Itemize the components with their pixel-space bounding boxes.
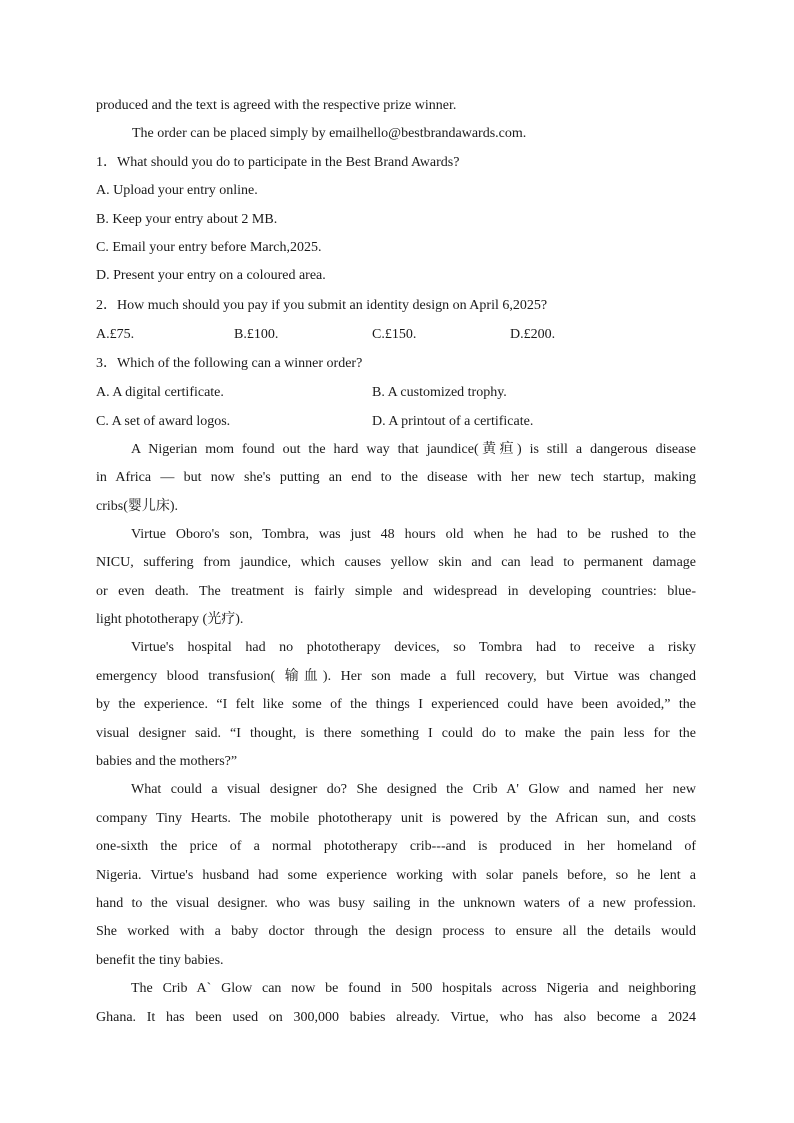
- passage-line: light phototherapy (光疗).: [96, 612, 244, 628]
- question-3-options-row-1: [96, 378, 696, 407]
- question-3-option-b: B. A customized trophy.: [372, 384, 507, 400]
- passage-line: in Africa — but now she's putting an end to the disease with her new tech startup, making: [96, 470, 696, 486]
- passage-line: A Nigerian mom found out the hard way that jaundice(黄疸) is still a dangerous disease: [131, 441, 696, 457]
- question-2-option-c: C.£150.: [372, 326, 417, 342]
- question-3-option-c: C. A set of award logos.: [96, 413, 231, 429]
- passage-line: benefit the tiny babies.: [96, 952, 224, 968]
- passage-line: by the experience. “I felt like some of the things I experienced could have been avoided,” the: [96, 697, 696, 713]
- question-1-option-d: D. Present your entry on a coloured area.: [96, 268, 326, 284]
- question-1-option-c: C. Email your entry before March,2025.: [96, 239, 322, 255]
- passage-line: Nigeria. Virtue's husband had some experience working with solar panels before, so he lent a: [96, 867, 696, 883]
- passage-line: Ghana. It has been used on 300,000 babies already. Virtue, who has also become a 2024: [96, 1009, 696, 1025]
- passage-line: She worked with a baby doctor through the design process to ensure all the details would: [96, 924, 696, 940]
- question-3-option-a: A. A digital certificate.: [96, 384, 224, 400]
- passage-line: one-sixth the price of a normal phototherapy crib---and is produced in her homeland of: [96, 839, 696, 855]
- question-3-options-row-2: [96, 407, 696, 436]
- question-3-option-d: D. A printout of a certificate.: [372, 413, 534, 429]
- passage-line: hand to the visual designer. who was busy sailing in the unknown waters of a new profession.: [96, 895, 696, 911]
- question-1-option-b: B. Keep your entry about 2 MB.: [96, 211, 278, 227]
- passage-line: visual designer said. “I thought, is there something I could do to make the pain less for the: [96, 725, 696, 741]
- question-1-stem: 1．What should you do to participate in the Best Brand Awards?: [96, 154, 460, 170]
- intro-line-1: produced and the text is agreed with the respective prize winner.: [96, 98, 457, 113]
- intro-line-2: The order can be placed simply by emailhello@bestbrandawards.com.: [132, 126, 527, 142]
- passage-line: Virtue Oboro's son, Tombra, was just 48 hours old when he had to be rushed to the: [131, 526, 696, 542]
- passage-paragraph-4: [96, 776, 696, 975]
- question-2-options: [96, 320, 696, 349]
- passage-line: emergency blood transfusion( 输血). Her son made a full recovery, but Virtue was changed: [96, 668, 696, 684]
- question-3-stem: 3．Which of the following can a winner order?: [96, 355, 363, 371]
- passage-line: The Crib A` Glow can now be found in 500 hospitals across Nigeria and neighboring: [131, 981, 696, 997]
- question-2: [96, 291, 696, 349]
- passage-paragraph-5: [96, 975, 696, 1032]
- passage-paragraph-3: [96, 634, 696, 776]
- passage-line: company Tiny Hearts. The mobile phototherapy unit is powered by the African sun, and costs: [96, 810, 696, 826]
- question-1: [96, 149, 696, 291]
- passage-line: babies and the mothers?”: [96, 754, 238, 770]
- question-3: [96, 349, 696, 436]
- question-1-option-a: A. Upload your entry online.: [96, 183, 258, 199]
- passage-paragraph-1: [96, 436, 696, 521]
- passage-line: What could a visual designer do? She designed the Crib A' Glow and named her new: [131, 782, 696, 798]
- passage-line: NICU, suffering from jaundice, which causes yellow skin and can lead to permanent damage: [96, 555, 696, 571]
- question-2-option-d: D.£200.: [510, 326, 556, 342]
- passage-paragraph-2: [96, 521, 696, 635]
- question-2-stem: 2．How much should you pay if you submit an identity design on April 6,2025?: [96, 297, 548, 313]
- passage-line: or even death. The treatment is fairly simple and widespread in developing countries: blue-: [96, 583, 696, 599]
- passage-line: cribs(婴儿床).: [96, 498, 179, 514]
- question-2-option-b: B.£100.: [234, 326, 279, 342]
- document-page: [96, 92, 696, 1032]
- reading-passage: [96, 436, 696, 1032]
- question-2-option-a: A.£75.: [96, 326, 135, 342]
- passage-line: Virtue's hospital had no phototherapy devices, so Tombra had to receive a risky: [131, 640, 696, 656]
